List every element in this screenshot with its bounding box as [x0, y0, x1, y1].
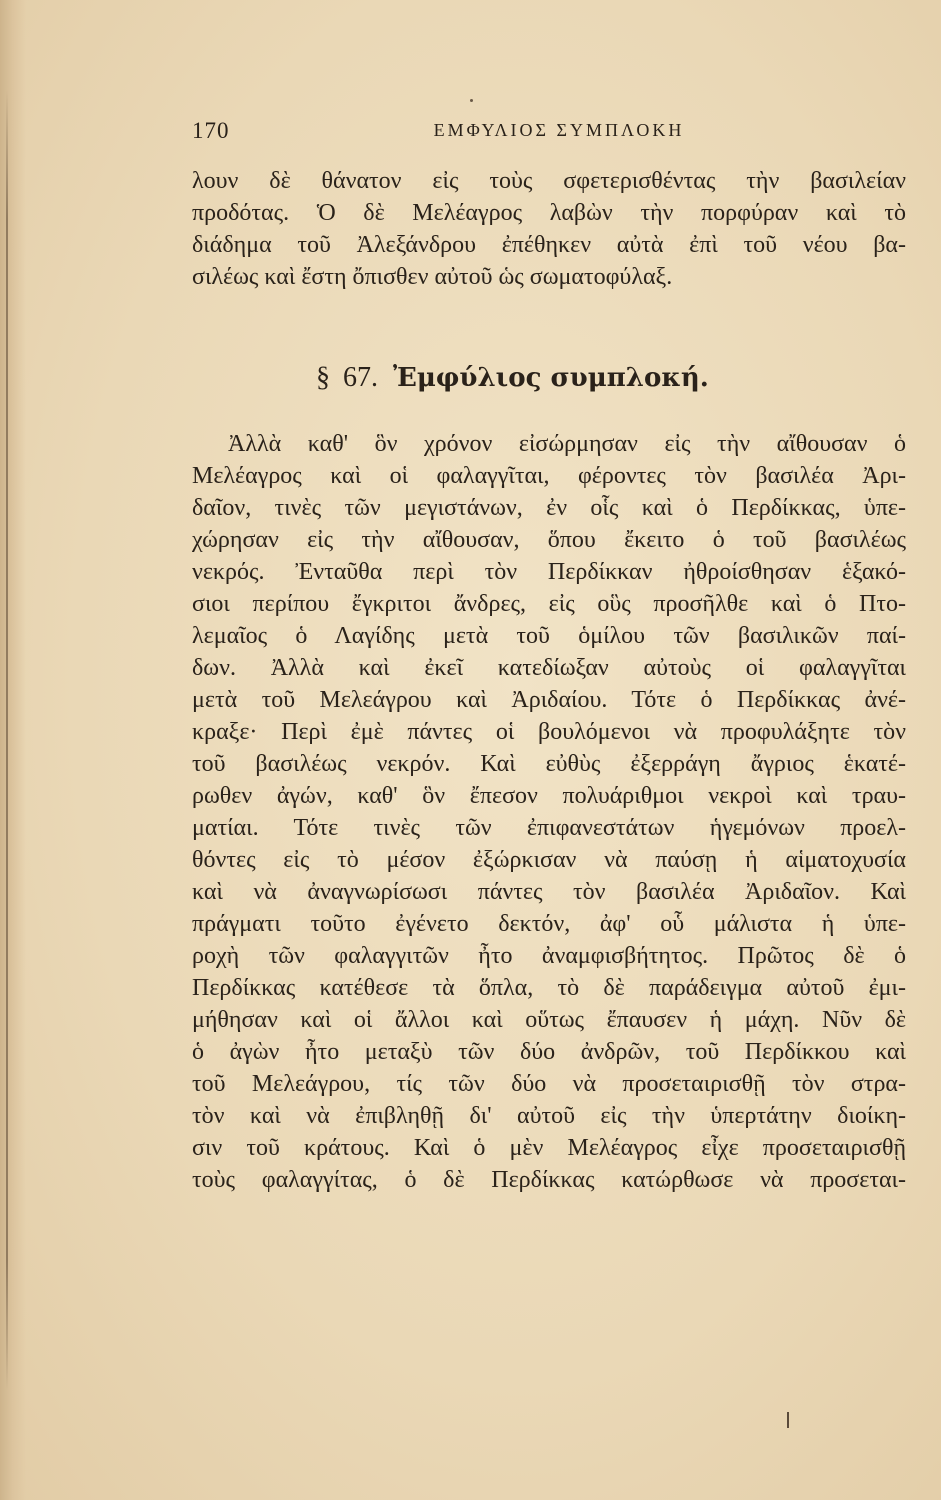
paragraph-1	[192, 165, 906, 293]
text-line: ὁ ἀγὼν ἦτο μεταξὺ τῶν δύο ἀνδρῶν, τοῦ Περδίκκου καὶ	[192, 1039, 906, 1065]
section-symbol: §	[316, 362, 330, 393]
text-line: μετὰ τοῦ Μελεάγρου καὶ Ἀριδαίου. Τότε ὁ Περδίκκας ἀνέ-	[192, 687, 906, 713]
running-head: ΕΜΦΥΛΙΟΣ ΣΥΜΠΛΟΚΗ	[433, 120, 685, 140]
text-line: ρωθεν ἀγών, καθ' ὃν ἔπεσον πολυάριθμοι νεκροὶ καὶ τραυ-	[192, 783, 906, 809]
text-line: Μελέαγρος καὶ οἱ φαλαγγῖται, φέροντες τὸν βασιλέα Ἀρι-	[192, 463, 906, 489]
text-line: πράγματι τοῦτο ἐγένετο δεκτόν, ἀφ' οὗ μάλιστα ἡ ὑπε-	[192, 911, 906, 937]
section-number: 67.	[343, 362, 378, 393]
page-header	[192, 118, 906, 158]
text-line: κραξε· Περὶ ἐμὲ πάντες οἱ βουλόμενοι νὰ προφυλάξητε τὸν	[192, 719, 906, 745]
text-line: Περδίκκας κατέθεσε τὰ ὅπλα, τὸ δὲ παράδειγμα αὐτοῦ ἐμι-	[192, 975, 906, 1001]
text-line: χώρησαν εἰς τὴν αἴθουσαν, ὅπου ἔκειτο ὁ τοῦ βασιλέως	[192, 527, 906, 553]
text-line: σιοι περίπου ἔγκριτοι ἄνδρες, εἰς οὓς προσῆλθε καὶ ὁ Πτο-	[192, 591, 906, 617]
section-title: Ἐμφύλιος συμπλοκή.	[393, 363, 709, 393]
text-line: θόντες εἰς τὸ μέσον ἐξώρκισαν νὰ παύσῃ ἡ αἱματοχυσία	[192, 847, 906, 873]
text-line: ματίαι. Τότε τινὲς τῶν ἐπιφανεστάτων ἡγεμόνων προελ-	[192, 815, 906, 841]
text-line: καὶ νὰ ἀναγνωρίσωσι πάντες τὸν βασιλέα Ἀριδαῖον. Καὶ	[192, 879, 906, 905]
text-line: λουν δὲ θάνατον εἰς τοὺς σφετερισθέντας τὴν βασιλείαν	[192, 168, 906, 194]
text-line: λεμαῖος ὁ Λαγίδης μετὰ τοῦ ὁμίλου τῶν βασιλικῶν παί-	[192, 623, 906, 649]
text-line: νεκρός. Ἐνταῦθα περὶ τὸν Περδίκκαν ἠθροίσθησαν ἑξακό-	[192, 559, 906, 585]
text-line: Ἀλλὰ καθ' ὃν χρόνον εἰσώρμησαν εἰς τὴν αἴθουσαν ὁ	[228, 431, 906, 457]
text-line: διάδημα τοῦ Ἀλεξάνδρου ἐπέθηκεν αὐτὰ ἐπὶ τοῦ νέου βα-	[192, 232, 906, 258]
text-line: δαῖον, τινὲς τῶν μεγιστάνων, ἐν οἷς καὶ ὁ Περδίκκας, ὑπε-	[192, 495, 906, 521]
text-line: τοῦ Μελεάγρου, τίς τῶν δύο νὰ προσεταιρισθῇ τὸν στρα-	[192, 1071, 906, 1097]
text-line: τοῦ βασιλέως νεκρόν. Καὶ εὐθὺς ἐξερράγη ἄγριος ἑκατέ-	[192, 751, 906, 777]
ink-speck	[470, 99, 473, 102]
page-binding-edge	[0, 0, 26, 1500]
text-line: δων. Ἀλλὰ καὶ ἐκεῖ κατεδίωξαν αὐτοὺς οἱ φαλαγγῖται	[192, 655, 906, 681]
section-heading	[316, 362, 709, 394]
binding-shadow-line	[6, 90, 8, 1390]
text-line: σιλέως καὶ ἔστη ὄπισθεν αὐτοῦ ὡς σωματοφύλαξ.	[192, 264, 673, 290]
text-line: προδότας. Ὁ δὲ Μελέαγρος λαβὼν τὴν πορφύραν καὶ τὸ	[192, 200, 906, 226]
text-line: τὸν καὶ νὰ ἐπιβληθῇ δι' αὐτοῦ εἰς τὴν ὑπερτάτην διοίκη-	[192, 1103, 906, 1129]
page-number: 170	[192, 118, 230, 143]
print-mark	[787, 1412, 789, 1428]
text-line: μήθησαν καὶ οἱ ἄλλοι καὶ οὕτως ἔπαυσεν ἡ μάχη. Νῦν δὲ	[192, 1007, 906, 1033]
text-line: ροχὴ τῶν φαλαγγιτῶν ἦτο ἀναμφισβήτητος. Πρῶτος δὲ ὁ	[192, 943, 906, 969]
text-line: τοὺς φαλαγγίτας, ὁ δὲ Περδίκκας κατώρθωσε νὰ προσεται-	[192, 1167, 906, 1193]
paragraph-2	[192, 428, 906, 1196]
text-line: σιν τοῦ κράτους. Καὶ ὁ μὲν Μελέαγρος εἶχε προσεταιρισθῇ	[192, 1135, 906, 1161]
